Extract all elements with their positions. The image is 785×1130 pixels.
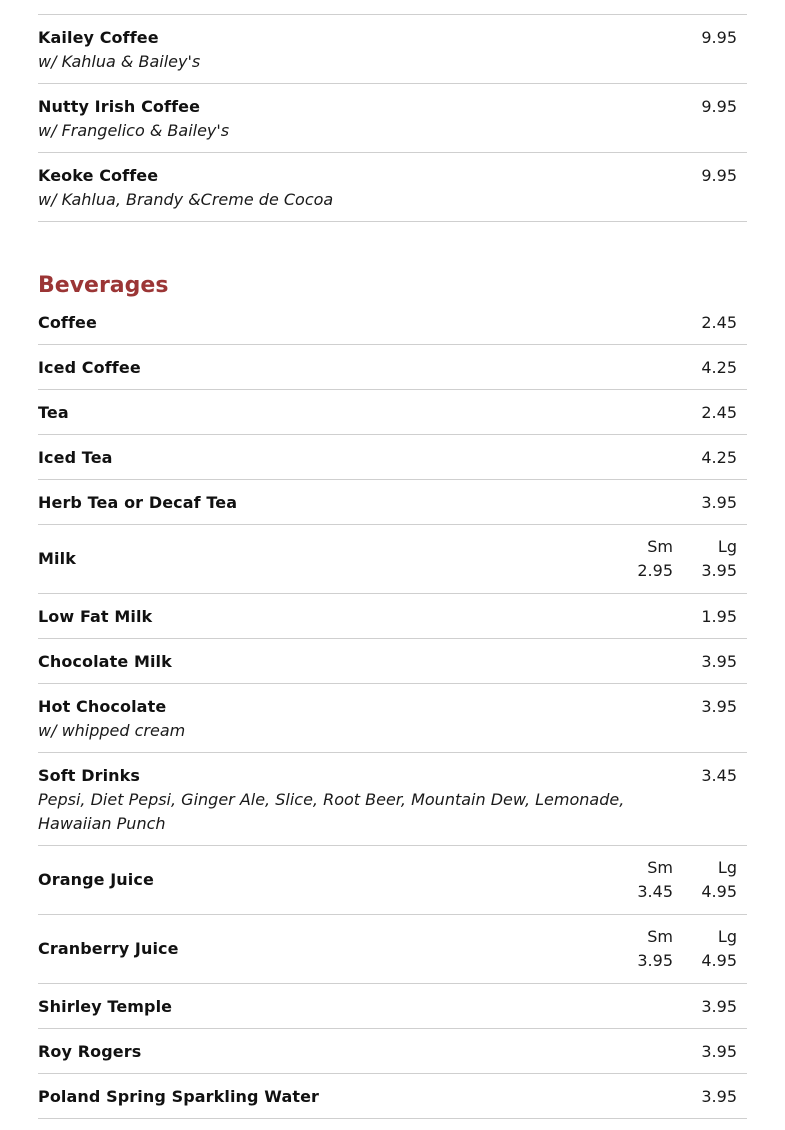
divider bbox=[38, 0, 747, 15]
size-label-small: Sm bbox=[647, 858, 673, 877]
menu-item-hot-chocolate bbox=[38, 684, 747, 753]
price-small: 3.95 bbox=[637, 951, 673, 970]
item-name: Tea bbox=[38, 403, 69, 422]
section-title-beverages: Beverages bbox=[38, 273, 169, 298]
item-name: Keoke Coffee bbox=[38, 166, 159, 185]
menu-item-coffee bbox=[38, 300, 747, 345]
size-label-large: Lg bbox=[717, 858, 737, 877]
item-name: Chocolate Milk bbox=[38, 652, 172, 671]
menu-item-sparkling-water bbox=[38, 1074, 747, 1119]
item-name: Hot Chocolate bbox=[38, 697, 167, 716]
menu-item-kailey-coffee bbox=[38, 15, 747, 84]
menu-item-soft-drinks bbox=[38, 753, 747, 846]
size-price-group bbox=[609, 925, 747, 973]
item-name: Soft Drinks bbox=[38, 766, 141, 785]
menu-item-milk bbox=[38, 525, 747, 594]
item-price: 4.25 bbox=[701, 358, 737, 377]
menu-item-orange-juice bbox=[38, 846, 747, 915]
menu-item-cranberry-juice bbox=[38, 915, 747, 984]
item-price: 3.95 bbox=[701, 493, 737, 512]
item-price: 3.95 bbox=[701, 697, 737, 716]
item-description: Pepsi, Diet Pepsi, Ginger Ale, Slice, Root Beer, Mountain Dew, Lemonade, Hawaiian Punch bbox=[38, 790, 625, 833]
price-small: 2.95 bbox=[637, 561, 673, 580]
price-large: 4.95 bbox=[701, 951, 737, 970]
item-description: w/ Kahlua & Bailey's bbox=[38, 52, 201, 71]
menu-item-low-fat-milk bbox=[38, 594, 747, 639]
item-name: Herb Tea or Decaf Tea bbox=[38, 493, 238, 512]
item-description: w/ Kahlua, Brandy &Creme de Cocoa bbox=[38, 190, 334, 209]
price-small: 3.45 bbox=[637, 882, 673, 901]
size-label-large: Lg bbox=[717, 927, 737, 946]
item-name: Low Fat Milk bbox=[38, 607, 153, 626]
item-price: 2.45 bbox=[701, 403, 737, 422]
item-price: 3.95 bbox=[701, 652, 737, 671]
menu-item-herb-tea bbox=[38, 480, 747, 525]
menu-item-nutty-irish-coffee bbox=[38, 84, 747, 153]
menu-item-shirley-temple bbox=[38, 984, 747, 1029]
size-label-small: Sm bbox=[647, 537, 673, 556]
item-price: 9.95 bbox=[701, 166, 737, 185]
item-description: w/ whipped cream bbox=[38, 721, 186, 740]
item-price: 3.95 bbox=[701, 1042, 737, 1061]
item-name: Iced Tea bbox=[38, 448, 113, 467]
menu-page bbox=[38, 0, 747, 1119]
menu-item-chocolate-milk bbox=[38, 639, 747, 684]
item-price: 1.95 bbox=[701, 607, 737, 626]
item-name: Kailey Coffee bbox=[38, 28, 159, 47]
menu-item-tea bbox=[38, 390, 747, 435]
item-price: 2.45 bbox=[701, 313, 737, 332]
price-large: 4.95 bbox=[701, 882, 737, 901]
menu-item-roy-rogers bbox=[38, 1029, 747, 1074]
item-name: Iced Coffee bbox=[38, 358, 141, 377]
item-name: Cranberry Juice bbox=[38, 939, 179, 958]
item-name: Coffee bbox=[38, 313, 97, 332]
menu-item-keoke-coffee bbox=[38, 153, 747, 222]
menu-item-iced-coffee bbox=[38, 345, 747, 390]
item-name: Orange Juice bbox=[38, 870, 154, 889]
size-price-group bbox=[609, 535, 747, 583]
item-price: 9.95 bbox=[701, 28, 737, 47]
item-name: Roy Rogers bbox=[38, 1042, 142, 1061]
item-price: 9.95 bbox=[701, 97, 737, 116]
item-price: 3.95 bbox=[701, 1087, 737, 1106]
item-price: 4.25 bbox=[701, 448, 737, 467]
item-price: 3.95 bbox=[701, 997, 737, 1016]
item-price: 3.45 bbox=[701, 766, 737, 785]
item-name: Poland Spring Sparkling Water bbox=[38, 1087, 320, 1106]
item-name: Shirley Temple bbox=[38, 997, 173, 1016]
size-price-group bbox=[609, 856, 747, 904]
size-label-small: Sm bbox=[647, 927, 673, 946]
item-name: Milk bbox=[38, 549, 76, 568]
item-name: Nutty Irish Coffee bbox=[38, 97, 201, 116]
size-label-large: Lg bbox=[717, 537, 737, 556]
price-large: 3.95 bbox=[701, 561, 737, 580]
menu-item-iced-tea bbox=[38, 435, 747, 480]
section-spacer bbox=[38, 222, 747, 270]
item-description: w/ Frangelico & Bailey's bbox=[38, 121, 230, 140]
